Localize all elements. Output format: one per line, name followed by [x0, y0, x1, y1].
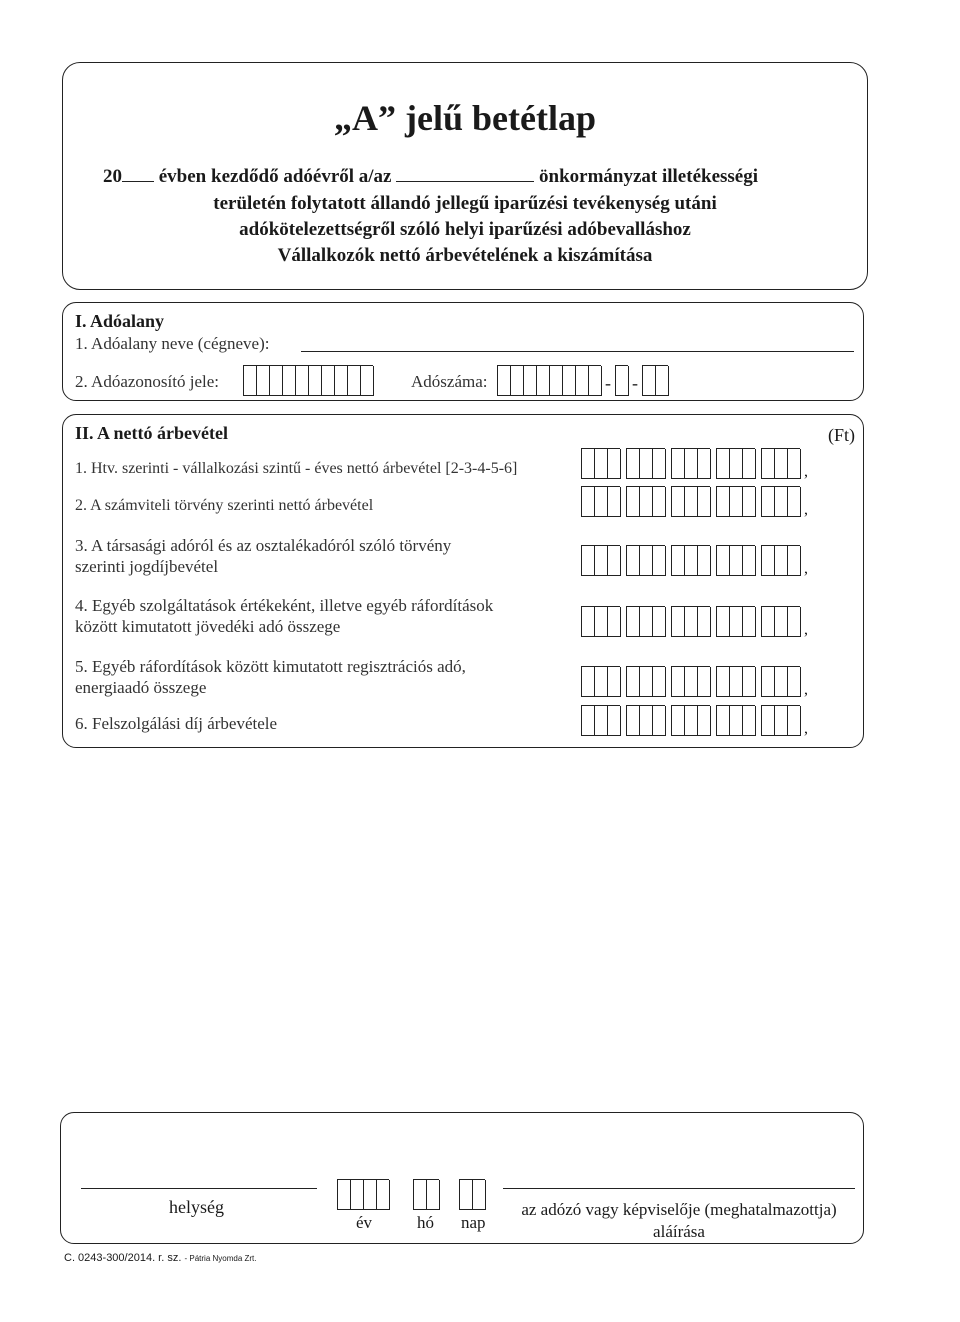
digit-box [684, 487, 698, 517]
digit-box [652, 449, 666, 479]
digit-box [787, 706, 801, 736]
revenue-row-5-label: 5. Egyéb ráfordítások között kimutatott regisztrációs adó, energiaadó összege [75, 657, 466, 697]
tax-number-main [497, 365, 601, 396]
digit-box [716, 487, 730, 517]
taxpayer-name-label: 1. Adóalany neve (cégneve): [75, 334, 270, 353]
section-taxpayer-panel [62, 302, 864, 401]
digit-box [594, 449, 608, 479]
place-label: helység [169, 1197, 224, 1217]
digit-box [626, 487, 640, 517]
digit-box [761, 546, 775, 576]
section-revenue-panel [62, 414, 864, 748]
digit-group [761, 705, 800, 736]
section-taxpayer-heading: I. Adóalany [75, 311, 165, 331]
digit-box [774, 449, 788, 479]
digit-box [594, 546, 608, 576]
digit-box [716, 449, 730, 479]
digit-group [761, 486, 800, 517]
tax-id-boxes[interactable] [243, 365, 373, 396]
digit-box [729, 546, 743, 576]
digit-box [639, 449, 653, 479]
digit-box [787, 449, 801, 479]
date-year-boxes[interactable] [337, 1179, 389, 1210]
header-panel [62, 62, 868, 290]
digit-box [787, 667, 801, 697]
digit-box [716, 706, 730, 736]
revenue-row-3-label: 3. A társasági adóról és az osztalékadóról szóló törvény szerinti jogdíjbevétel [75, 536, 452, 576]
digit-box [639, 667, 653, 697]
digit-box [716, 607, 730, 637]
tax-number-boxes[interactable] [497, 365, 668, 396]
signature-line[interactable] [503, 1188, 855, 1189]
digit-group [716, 545, 755, 576]
digit-group [581, 448, 620, 479]
digit-box [639, 607, 653, 637]
digit-box [774, 546, 788, 576]
header-line-2: területén folytatott állandó jellegű iparűzési tevékenység utáni [213, 193, 717, 214]
digit-group [716, 666, 755, 697]
digit-group [626, 486, 665, 517]
revenue-row-4-amount[interactable] [581, 606, 810, 637]
digit-box [774, 487, 788, 517]
digit-group [626, 448, 665, 479]
signature-panel [60, 1112, 864, 1244]
digit-box [697, 449, 711, 479]
digit-box [761, 487, 775, 517]
digit-box [626, 706, 640, 736]
digit-box [652, 706, 666, 736]
digit-box [581, 546, 595, 576]
digit-box [697, 487, 711, 517]
digit-box [774, 607, 788, 637]
digit-box [742, 487, 756, 517]
digit-group [626, 545, 665, 576]
header-line-1-suffix: önkormányzat illetékességi [539, 166, 759, 187]
digit-box [594, 667, 608, 697]
digit-group [761, 448, 800, 479]
header-line-1 [103, 166, 758, 188]
digit-box [626, 449, 640, 479]
digit-box [742, 546, 756, 576]
signer-label: az adózó vagy képviselője (meghatalmazottja) aláírása [521, 1200, 837, 1241]
digit-box [716, 667, 730, 697]
digit-box [607, 667, 621, 697]
revenue-row-4-label: 4. Egyéb szolgáltatások értékeként, illetve egyéb ráfordítások között kimutatott jövedéki adó összege [75, 596, 494, 636]
revenue-row-1-amount[interactable] [581, 448, 810, 479]
digit-group [671, 486, 710, 517]
digit-group [716, 606, 755, 637]
revenue-row-3-amount[interactable] [581, 545, 810, 576]
tax-number-dash-2: - [632, 373, 638, 393]
digit-group [716, 486, 755, 517]
digit-box [774, 706, 788, 736]
tax-number-dash-1: - [605, 373, 611, 393]
decimal-comma: , [804, 681, 808, 698]
place-line[interactable] [81, 1188, 317, 1189]
digit-box [742, 667, 756, 697]
section-revenue-heading: II. A nettó árbevétel [75, 423, 228, 443]
taxpayer-name-line[interactable] [301, 351, 854, 352]
header-line-1-mid: évben kezdődő adóévről a/az [158, 166, 392, 187]
digit-group [761, 545, 800, 576]
digit-box [697, 667, 711, 697]
digit-box [607, 487, 621, 517]
digit-box [684, 706, 698, 736]
decimal-comma: , [804, 560, 808, 577]
digit-box [697, 706, 711, 736]
form-title: „A” jelű betétlap [334, 98, 596, 138]
digit-box [626, 546, 640, 576]
digit-box [729, 449, 743, 479]
digit-group [581, 705, 620, 736]
revenue-row-6-amount[interactable] [581, 705, 810, 736]
digit-box [639, 487, 653, 517]
digit-box [652, 487, 666, 517]
digit-box [652, 667, 666, 697]
digit-box [581, 449, 595, 479]
digit-box [639, 706, 653, 736]
digit-box [581, 667, 595, 697]
digit-box [671, 487, 685, 517]
decimal-comma: , [804, 720, 808, 737]
digit-box [581, 706, 595, 736]
digit-box [761, 706, 775, 736]
digit-group [581, 666, 620, 697]
digit-group [671, 448, 710, 479]
digit-box [671, 706, 685, 736]
header-line-3: adókötelezettségről szóló helyi iparűzési adóbevalláshoz [239, 219, 691, 240]
digit-box [729, 487, 743, 517]
digit-box [671, 667, 685, 697]
digit-box [697, 546, 711, 576]
digit-group [626, 705, 665, 736]
digit-box [684, 449, 698, 479]
digit-box [761, 607, 775, 637]
digit-box [774, 667, 788, 697]
digit-group [671, 705, 710, 736]
digit-box [607, 546, 621, 576]
digit-box [684, 546, 698, 576]
digit-box [626, 667, 640, 697]
digit-box [787, 487, 801, 517]
digit-box [671, 449, 685, 479]
digit-group [671, 545, 710, 576]
digit-group [671, 666, 710, 697]
digit-box [761, 667, 775, 697]
digit-group [761, 606, 800, 637]
tax-number-label: Adószáma: [411, 372, 488, 391]
currency-unit: (Ft) [828, 425, 855, 445]
digit-box [787, 546, 801, 576]
date-day-boxes[interactable] [459, 1179, 485, 1210]
digit-group [626, 606, 665, 637]
digit-box [729, 667, 743, 697]
digit-box [684, 607, 698, 637]
year-blank[interactable] [122, 181, 154, 182]
revenue-row-2-amount[interactable] [581, 486, 810, 517]
digit-box [594, 487, 608, 517]
tax-number-vat [615, 365, 628, 396]
digit-box [742, 607, 756, 637]
digit-box [652, 607, 666, 637]
digit-box [607, 449, 621, 479]
digit-box [716, 546, 730, 576]
decimal-comma: , [804, 463, 808, 480]
digit-box [594, 706, 608, 736]
digit-box [607, 607, 621, 637]
municipality-blank[interactable] [396, 181, 534, 182]
form-code: C. 0243-300/2014. r. sz. - Pátria Nyomda Zrt. [64, 1252, 257, 1264]
header-line-4: Vállalkozók nettó árbevételének a kiszámítása [277, 245, 653, 266]
digit-box [581, 487, 595, 517]
tax-number-county [642, 365, 668, 396]
digit-box [671, 607, 685, 637]
digit-box [742, 706, 756, 736]
day-label: nap [461, 1213, 486, 1232]
digit-group [716, 448, 755, 479]
digit-group [716, 705, 755, 736]
digit-box [697, 607, 711, 637]
digit-box [671, 546, 685, 576]
digit-box [787, 607, 801, 637]
digit-group [581, 486, 620, 517]
year-prefix: 20 [103, 166, 122, 187]
revenue-row-1-label: 1. Htv. szerinti - vállalkozási szintű - éves nettó árbevétel [2-3-4-5-6] [75, 460, 518, 477]
revenue-row-5-amount[interactable] [581, 666, 810, 697]
month-label: hó [417, 1213, 434, 1232]
digit-box [639, 546, 653, 576]
digit-box [684, 667, 698, 697]
tax-id-label: 2. Adóazonosító jele: [75, 372, 220, 391]
date-month-boxes[interactable] [413, 1179, 439, 1210]
revenue-row-6-label: 6. Felszolgálási díj árbevétele [75, 714, 278, 733]
digit-box [761, 449, 775, 479]
digit-box [729, 706, 743, 736]
year-label: év [356, 1213, 373, 1232]
digit-box [742, 449, 756, 479]
digit-group [626, 666, 665, 697]
digit-group [761, 666, 800, 697]
digit-box [729, 607, 743, 637]
digit-group [671, 606, 710, 637]
digit-box [652, 546, 666, 576]
revenue-row-2-label: 2. A számviteli törvény szerinti nettó árbevétel [75, 497, 374, 514]
digit-box [607, 706, 621, 736]
digit-box [581, 607, 595, 637]
digit-group [581, 545, 620, 576]
decimal-comma: , [804, 621, 808, 638]
decimal-comma: , [804, 501, 808, 518]
digit-box [626, 607, 640, 637]
tax-id-group [243, 365, 373, 396]
digit-box [594, 607, 608, 637]
digit-group [581, 606, 620, 637]
